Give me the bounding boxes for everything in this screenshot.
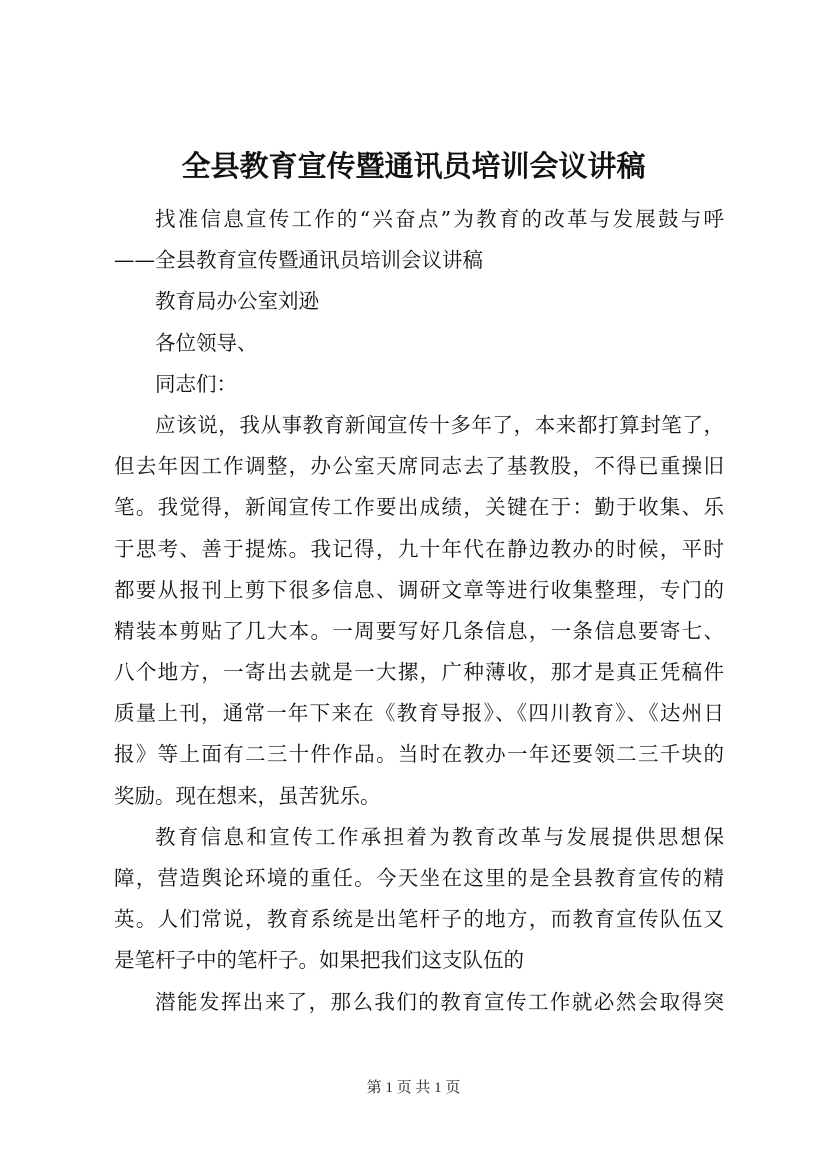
greeting-line-2: 同志们： xyxy=(155,371,237,396)
paragraph-1-line-7: 八个地方，一寄出去就是一大摞，广种薄收，那才是真正凭稿件 xyxy=(114,660,724,685)
paragraph-1-line-2: 但去年因工作调整，办公室天席同志去了基教股，不得已重操旧 xyxy=(114,454,724,479)
document-body xyxy=(114,199,724,1023)
subtitle-line-1: 找准信息宣传工作的“兴奋点”为教育的改革与发展鼓与呼 xyxy=(155,207,724,231)
paragraph-1-line-6: 精装本剪贴了几大本。一周要写好几条信息，一条信息要寄七、 xyxy=(114,618,724,643)
paragraph-1-line-8: 质量上刊，通常一年下来在《教育导报》、《四川教育》、《达州日 xyxy=(114,701,724,726)
paragraph-2-line-1: 教育信息和宣传工作承担着为教育改革与发展提供思想保 xyxy=(155,824,724,849)
paragraph-2-line-2: 障，营造舆论环境的重任。今天坐在这里的是全县教育宣传的精 xyxy=(114,866,724,890)
paragraph-2-line-3: 英。人们常说，教育系统是出笔杆子的地方，而教育宣传队伍又 xyxy=(114,907,724,932)
paragraph-1-line-1: 应该说，我从事教育新闻宣传十多年了，本来都打算封笔了， xyxy=(155,412,724,437)
paragraph-1-line-4: 于思考、善于提炼。我记得，九十年代在静边教办的时候，平时 xyxy=(114,536,724,561)
subtitle-line-2: ——全县教育宣传暨通讯员培训会议讲稿 xyxy=(114,248,483,273)
paragraph-2-line-4: 是笔杆子中的笔杆子。如果把我们这支队伍的 xyxy=(114,948,524,973)
paragraph-3-line-1: 潜能发挥出来了，那么我们的教育宣传工作就必然会取得突 xyxy=(155,989,724,1014)
author-line: 教育局办公室刘逊 xyxy=(155,289,319,314)
paragraph-1-line-9: 报》等上面有二三十件作品。当时在教办一年还要领二三千块的 xyxy=(114,742,724,767)
paragraph-1-line-10: 奖励。现在想来，虽苦犹乐。 xyxy=(114,783,381,808)
paragraph-1-line-3: 笔。我觉得，新闻宣传工作要出成绩，关键在于：勤于收集、乐 xyxy=(114,495,724,520)
page-footer: 第 1 页 共 1 页 xyxy=(366,1080,461,1096)
greeting-line-1: 各位领导、 xyxy=(155,330,258,355)
document-title: 全县教育宣传暨通讯员培训会议讲稿 xyxy=(181,149,646,183)
paragraph-1-line-5: 都要从报刊上剪下很多信息、调研文章等进行收集整理，专门的 xyxy=(114,577,724,602)
